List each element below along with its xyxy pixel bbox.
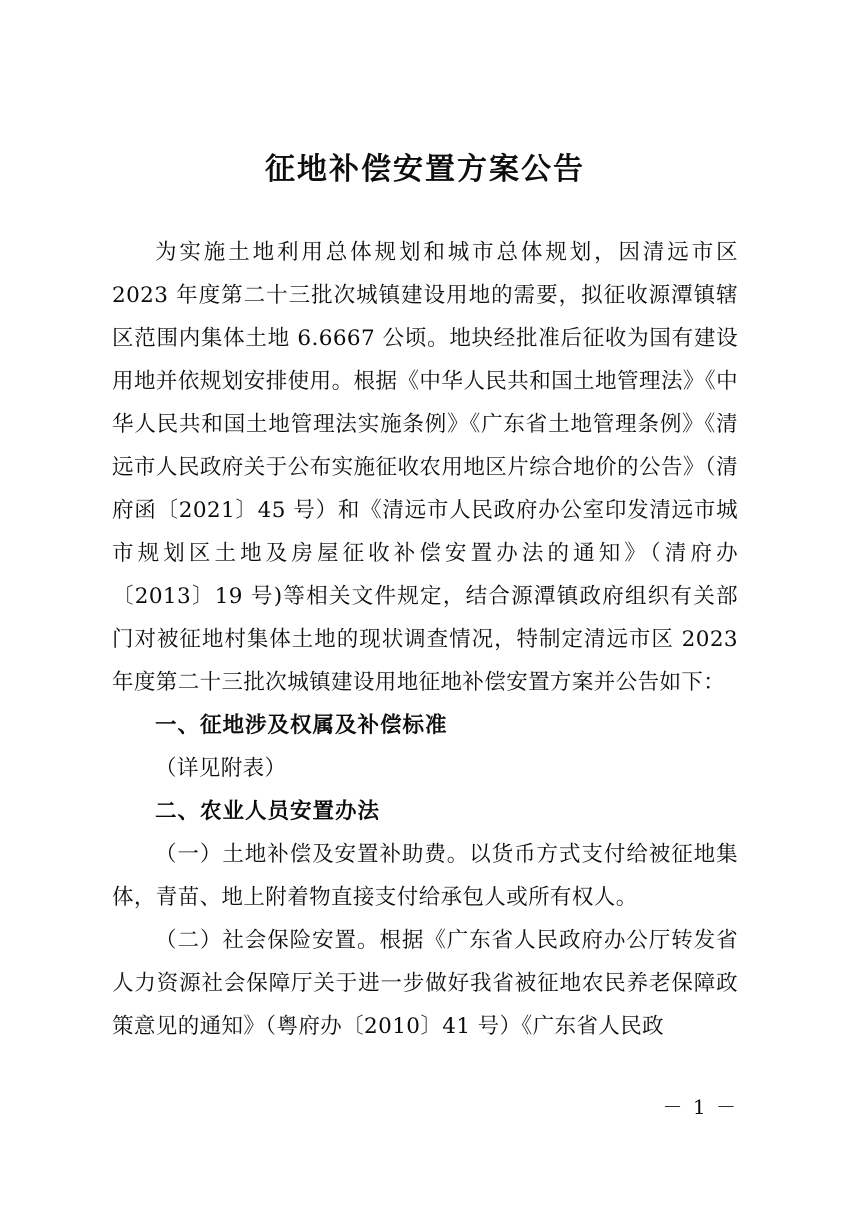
paragraph-item-one: （一）土地补偿及安置补助费。以货币方式支付给被征地集体，青苗、地上附着物直接支付给承包人或所有权人。	[112, 842, 738, 910]
paragraph-intro: 为实施土地利用总体规划和城市总体规划，因清远市区 2023 年度第二十三批次城镇建设用地的需要，拟征收源潭镇辖区范围内集体土地 6.6667 公顷。地块经批准后征收为国有建设用地并依规划安排使用。根据《中华人民共和国土地管理法》《中华人民共和国土地管理法实施条例》《广东省土地管理条例》《清远市人民政府关于公布实施征收农用地区片综合地价的公告》（清府函〔2021〕45 号）和《清远市人民政府办公室印发清远市城市规划区土地及房屋征收补偿安置办法的通知》（清府办〔2013〕19 号)等相关文件规定，结合源潭镇政府组织有关部门对被征地村集体土地的现状调查情况，特制定清远市区 2023 年度第二十三批次城镇建设用地征地补偿安置方案并公告如下：	[112, 240, 738, 695]
section-heading-one: 一、征地涉及权属及补偿标准	[155, 713, 448, 738]
section-one-note: （详见附表）	[155, 756, 287, 781]
paragraph-item-two: （二）社会保险安置。根据《广东省人民政府办公厅转发省人力资源社会保障厅关于进一步做好我省被征地农民养老保障政策意见的通知》（粤府办〔2010〕41 号）《广东省人民政	[112, 928, 738, 1039]
document-body	[112, 231, 738, 1048]
page-title: 征地补偿安置方案公告	[265, 152, 585, 187]
page-number: － 1 －	[662, 1095, 738, 1119]
section-heading-two: 二、农业人员安置办法	[155, 799, 381, 824]
